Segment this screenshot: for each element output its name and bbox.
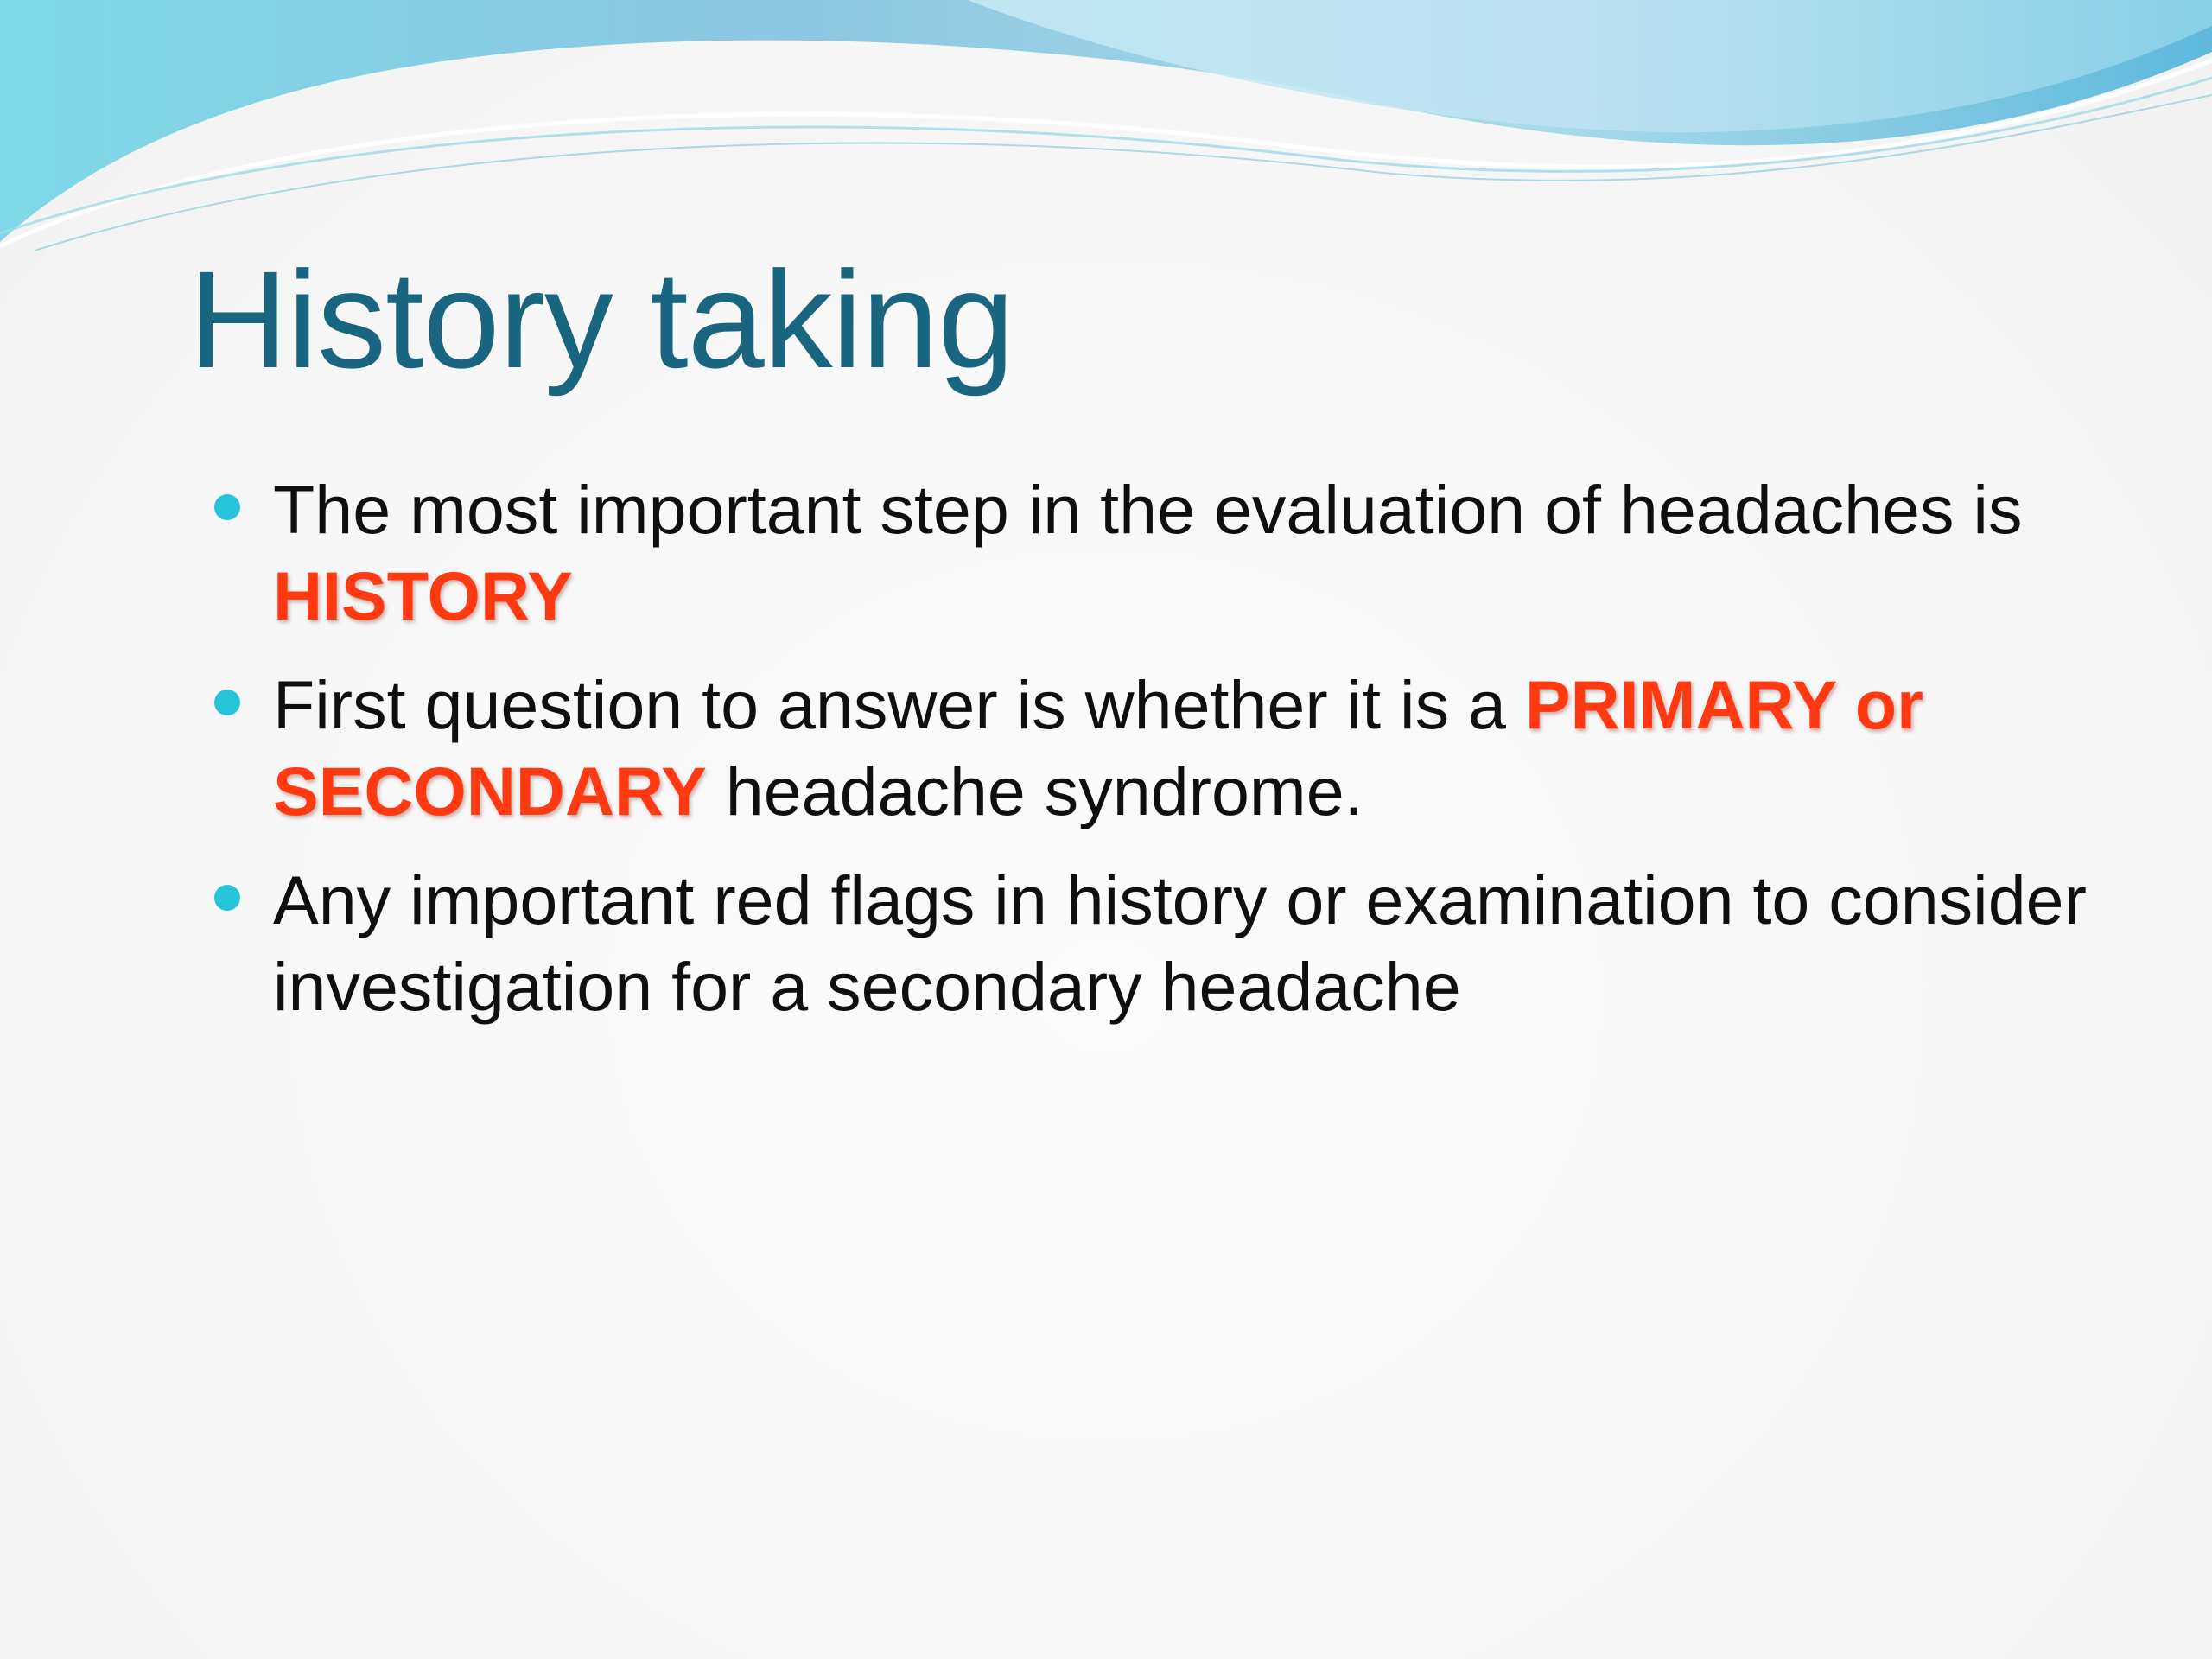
bullet-item [214,662,2133,835]
bullet-item [214,467,2133,639]
bullet-marker-icon [214,494,240,520]
bullet-marker-icon [214,690,240,715]
bullet-text: First question to answer is whether it is a [273,666,1525,743]
highlight-text: PRIMARY or SECONDARY [273,666,1923,830]
bullet-list [214,467,2133,1052]
bullet-item [214,857,2133,1030]
highlight-text: HISTORY [273,557,573,634]
header-wave-decoration [0,0,2212,259]
bullet-text: headache syndrome. [706,753,1363,830]
slide-title: History taking [188,242,1014,397]
bullet-text: Any important red flags in history or examination to consider investigation for a secondary headache [273,861,2087,1025]
bullet-marker-icon [214,885,240,911]
bullet-text: The most important step in the evaluation of headaches is [273,471,2023,548]
